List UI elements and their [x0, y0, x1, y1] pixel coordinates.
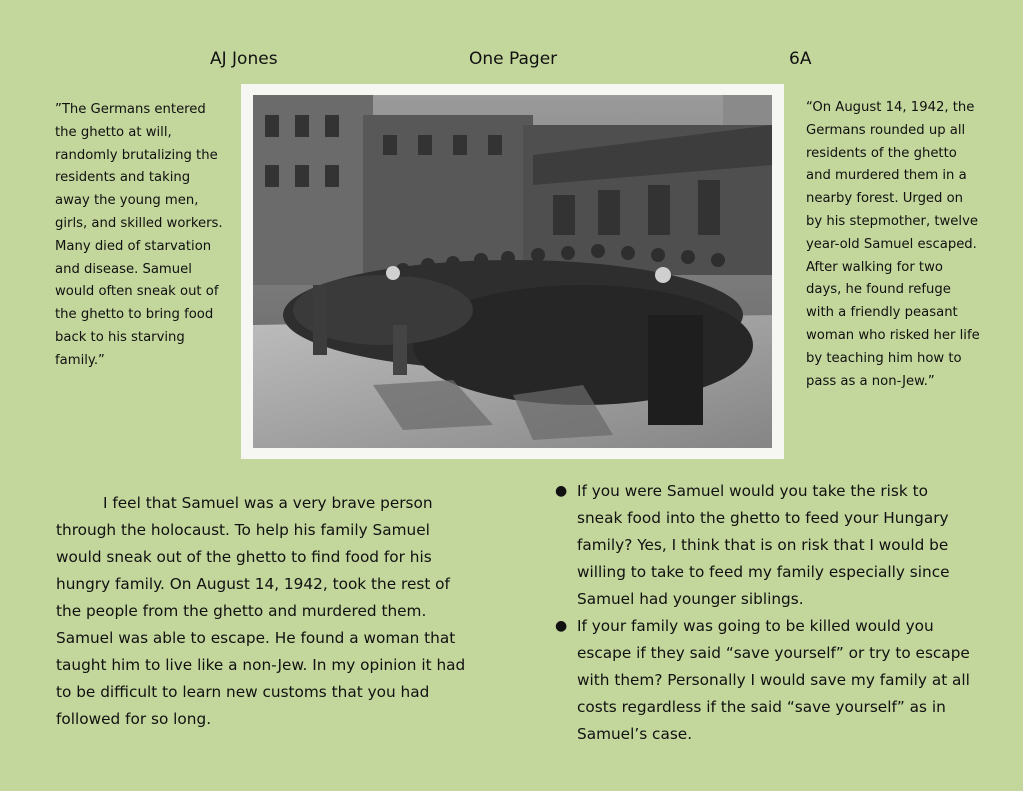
bullet-icon: ●	[555, 483, 568, 499]
question-text: If your family was going to be killed would you escape if they said “save yourself” or try to escape with them? Personally I would save my family at all costs regardless if the said “save yourself” as in Samuel’s case.	[577, 617, 970, 743]
header-name: AJ Jones	[210, 49, 278, 69]
question-item	[555, 478, 975, 613]
question-item	[555, 613, 975, 748]
photo-frame	[241, 84, 784, 459]
header-title: One Pager	[469, 49, 558, 69]
essay-text: I feel that Samuel was a very brave person through the holocaust. To help his family Samuel would sneak out of the ghetto to find food for his hungry family. On August 14, 1942, took the rest of the people from the ghetto and murdered them. Samuel was able to escape. He found a woman that taught him to live like a non-Jew. In my opinion it had to be difficult to learn new customs that you had followed for so long.	[56, 494, 466, 728]
essay-paragraph	[56, 490, 466, 733]
ghetto-street-crowd-photo	[253, 95, 772, 448]
bullet-icon: ●	[555, 618, 568, 634]
quote-left: ”The Germans entered the ghetto at will, randomly brutalizing the residents and taking away the young men, girls, and skilled workers. Many died of starvation and disease. Samuel would often sneak out of the ghetto to bring food back to his starving family.”	[55, 102, 223, 368]
header-class: 6A	[789, 49, 812, 69]
quote-right: “On August 14, 1942, the Germans rounded up all residents of the ghetto and murdered them in a nearby forest. Urged on by his stepmother, twelve year-old Samuel escaped. After walking for two days, he found refuge with a friendly peasant woman who risked her life by teaching him how to pass as a non-Jew.”	[806, 100, 980, 389]
question-text: If you were Samuel would you take the risk to sneak food into the ghetto to feed your Hungary family? Yes, I think that is on risk that I would be willing to take to feed my family especially since Samuel had younger siblings.	[577, 482, 950, 608]
question-list	[555, 478, 975, 748]
